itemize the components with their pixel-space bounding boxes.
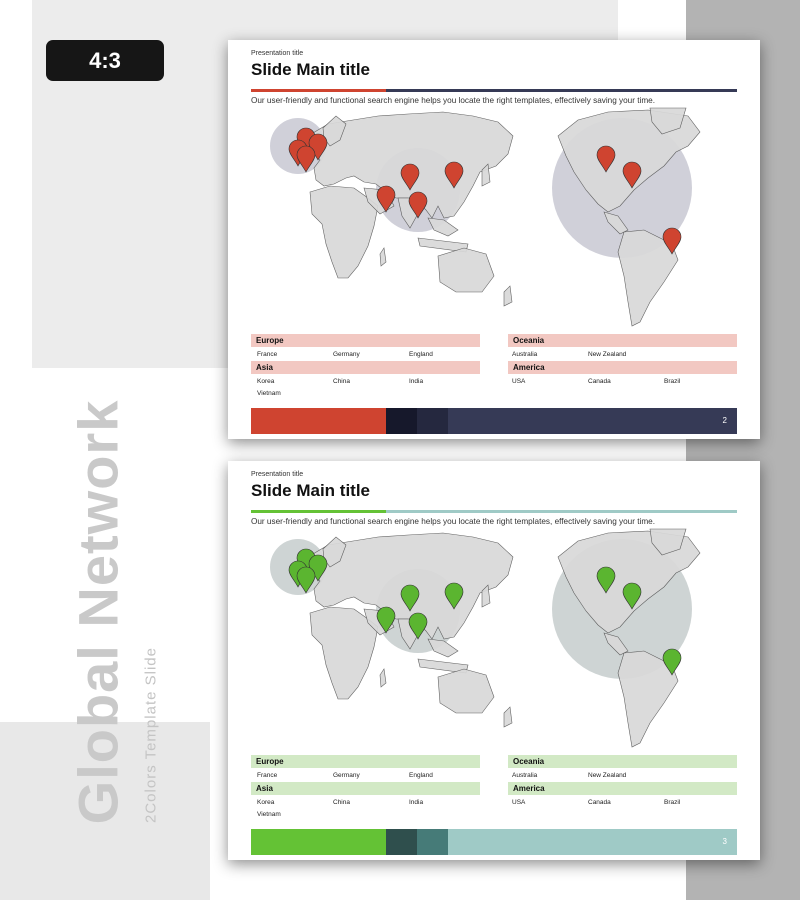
landmass [438, 669, 494, 713]
country-label: England [409, 772, 433, 779]
slide-preview[interactable] [228, 40, 760, 439]
region-header: Oceania [508, 334, 737, 347]
country-label: India [409, 799, 424, 806]
country-label: Germany [333, 772, 360, 779]
region-row [251, 347, 480, 361]
country-label: Australia [512, 351, 538, 358]
country-label: Canada [588, 378, 611, 385]
title-divider [251, 89, 737, 92]
country-label: Brazil [664, 378, 681, 385]
side-subtitle: 2Colors Template Slide [142, 647, 160, 823]
landmass [380, 669, 386, 687]
landmass [380, 248, 386, 266]
landmass [428, 218, 458, 236]
landmass [438, 248, 494, 292]
region-header: Europe [251, 755, 480, 768]
page-number: 3 [722, 837, 727, 846]
country-label: Vietnam [257, 811, 281, 818]
region-row [251, 809, 480, 823]
country-label: Korea [257, 378, 275, 385]
page-number: 2 [722, 416, 727, 425]
region-header: America [508, 782, 737, 795]
region-row [508, 374, 737, 388]
region-header: Asia [251, 782, 480, 795]
country-label: Korea [257, 799, 275, 806]
presentation-title: Presentation title [251, 50, 304, 57]
region-header: Oceania [508, 755, 737, 768]
region-row [251, 795, 480, 809]
slide-footer-bar [251, 408, 737, 434]
side-title: Global Network [66, 399, 130, 825]
region-table-right [508, 755, 737, 809]
country-label: USA [512, 799, 526, 806]
slide-main-title: Slide Main title [251, 481, 371, 500]
world-map [268, 527, 708, 752]
landmass [428, 639, 458, 657]
country-label: China [333, 799, 350, 806]
region-row [251, 388, 480, 402]
presentation-title: Presentation title [251, 471, 304, 478]
region-row [251, 374, 480, 388]
region-header: Europe [251, 334, 480, 347]
country-label: France [257, 351, 278, 358]
landmass [504, 286, 512, 306]
country-label: China [333, 378, 350, 385]
country-label: India [409, 378, 424, 385]
country-label: Australia [512, 772, 538, 779]
region-row [508, 347, 737, 361]
country-label: England [409, 351, 433, 358]
aspect-ratio-badge: 4:3 [46, 40, 164, 81]
region-header: Asia [251, 361, 480, 374]
region-row [508, 795, 737, 809]
slide-preview[interactable] [228, 461, 760, 860]
country-label: Vietnam [257, 390, 281, 397]
landmass [504, 707, 512, 727]
country-label: New Zealand [588, 351, 627, 358]
region-header: America [508, 361, 737, 374]
slide-footer-bar [251, 829, 737, 855]
region-table-left [251, 334, 480, 402]
country-label: USA [512, 378, 526, 385]
country-label: Canada [588, 799, 611, 806]
country-label: Germany [333, 351, 360, 358]
slide-main-title: Slide Main title [251, 60, 371, 79]
region-table-right [508, 334, 737, 388]
title-divider [251, 510, 737, 513]
country-label: New Zealand [588, 772, 627, 779]
country-label: Brazil [664, 799, 681, 806]
region-row [508, 768, 737, 782]
slide-subtitle: Our user-friendly and functional search engine helps you locate the right templates, effectively saving your time. [251, 96, 655, 105]
world-map [268, 106, 708, 331]
country-label: France [257, 772, 278, 779]
slide-subtitle: Our user-friendly and functional search engine helps you locate the right templates, effectively saving your time. [251, 517, 655, 526]
region-row [251, 768, 480, 782]
region-table-left [251, 755, 480, 823]
